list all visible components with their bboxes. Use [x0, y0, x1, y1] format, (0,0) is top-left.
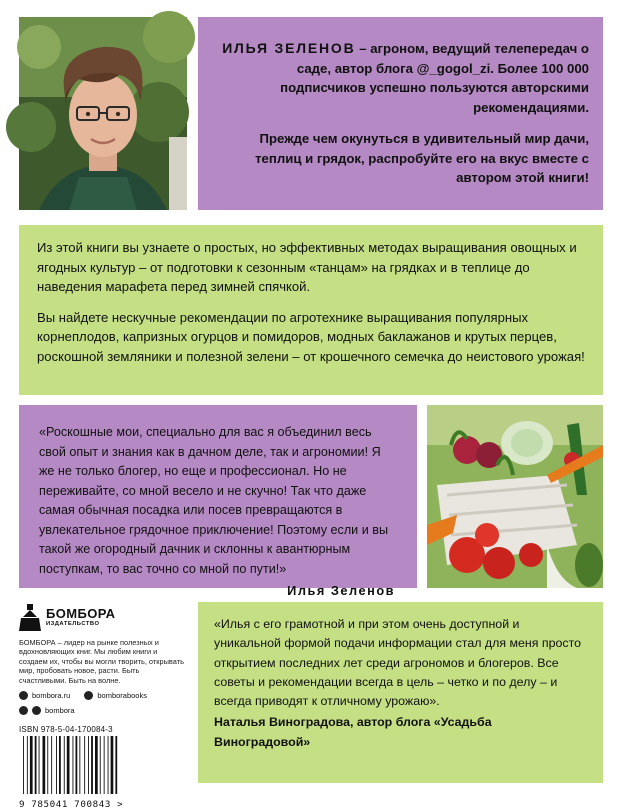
publisher-social2[interactable]: bombora [45, 706, 75, 716]
barcode-bar [56, 736, 57, 794]
barcode-bar [39, 736, 40, 794]
barcode-bar [67, 736, 70, 794]
barcode-bar [30, 736, 33, 794]
publisher-site[interactable]: bombora.ru [32, 691, 71, 701]
publisher-block [19, 602, 187, 810]
barcode-bar [115, 736, 117, 794]
barcode-bar [88, 736, 89, 794]
barcode-bar [76, 736, 78, 794]
barcode-bar [100, 736, 101, 794]
barcode-bar [79, 736, 80, 794]
vegetables-crate-image [427, 405, 603, 588]
barcode-bar [64, 736, 65, 794]
author-name: ИЛЬЯ ЗЕЛЕНОВ [222, 40, 356, 56]
bomb-logo-icon [19, 602, 41, 632]
author-invite: Прежде чем окунуться в удивительный мир дачи, теплиц и грядок, распробуйте его на вкус вместе с автором этой книги! [255, 131, 589, 185]
barcode-bar [104, 736, 105, 794]
publisher-brand: БОМБОРА [46, 606, 116, 621]
publisher-logo [19, 602, 187, 632]
barcode-bar [84, 736, 85, 794]
barcode-bar [108, 736, 109, 794]
barcode-bar [51, 736, 52, 794]
barcode-bar [35, 736, 37, 794]
about-paragraph-2: Вы найдете нескучные рекомендации по агротехнике выращивания популярных корнеплодов, капризных огурцов и помидоров, модных баклажанов и крутых перцев, роскошной земляники и полезной зелени – от крошечного семечка до неистового урожая! [37, 309, 585, 364]
review-box [198, 602, 603, 783]
about-paragraph-1: Из этой книги вы узнаете о простых, но эффективных методах выращивания овощных и ягодных культур – от подготовки к сезонным «танцам» на грядках и в теплице до наведения марафета перед зимней спячкой. [37, 240, 577, 295]
author-portrait-image [19, 17, 187, 210]
author-quote-box [19, 405, 417, 598]
author-photo [19, 17, 187, 210]
barcode-bar [43, 736, 46, 794]
author-quote-text: «Роскошные мои, специально для вас я объединил весь свой опыт и знания как в дачном деле, так и агрономии! Я же не только блогер, но еще и профессионал. Но не переживайте, со мной весело и не скучно! Так что даже самая обычная посадка или посев превращаются в увлекательное грядочное приключение! Поэтому если и вы такой же огородный дачник и склонны к авантюрным поступкам, то вас точно со мной по пути!» [39, 425, 388, 576]
isbn: ISBN 978-5-04-170084-3 [19, 725, 113, 735]
barcode-bar [27, 736, 28, 794]
publisher-vk[interactable]: bomborabooks [97, 691, 147, 701]
barcode-bar [91, 736, 93, 794]
publisher-tagline: БОМБОРА – лидер на рынке полезных и вдохновляющих книг. Мы любим книги и создаем их, чтобы вы могли творить, открывать мир, пробовать новое, расти. Быть счастливыми. Быть на волне. [19, 638, 184, 685]
author-intro [218, 39, 589, 117]
review-text: «Илья с его грамотной и при этом очень доступной и уникальной формой подачи информации стал для меня просто открытием последних лет среди агрономов и блогеров. Все советы и рекомендации всегда в цель – четко и по делу – и всегда приводят к отличному урожаю». [214, 617, 582, 709]
barcode-number: 9 785041 700843 > [19, 799, 124, 810]
globe-icon [19, 691, 28, 700]
barcode-bar [111, 736, 114, 794]
barcode-image [19, 736, 139, 796]
telegram-icon [32, 706, 41, 715]
author-quote-signature: Илья Зеленов [287, 583, 395, 598]
vk-icon [84, 691, 93, 700]
author-bio-box [198, 17, 603, 210]
barcode-bar [47, 736, 48, 794]
review-author: Наталья Виноградова, автор блога «Усадьба Виноградовой» [214, 715, 492, 749]
barcode-bar [59, 736, 61, 794]
youtube-icon [19, 706, 28, 715]
barcode-bar [95, 736, 98, 794]
vegetables-photo [427, 405, 603, 588]
barcode-bar [23, 736, 24, 794]
social-row-2 [19, 706, 187, 715]
publisher-sub: ИЗДАТЕЛЬСТВО [46, 621, 100, 627]
barcode-bar [73, 736, 74, 794]
author-intro-text: – агроном, ведущий телепередач о саде, автор блога @_gogol_zi. Более 100 000 подписчиков успешно пользуются авторскими рекомендациями. [280, 41, 589, 115]
book-about-box [19, 225, 603, 395]
social-row-1 [19, 691, 187, 700]
